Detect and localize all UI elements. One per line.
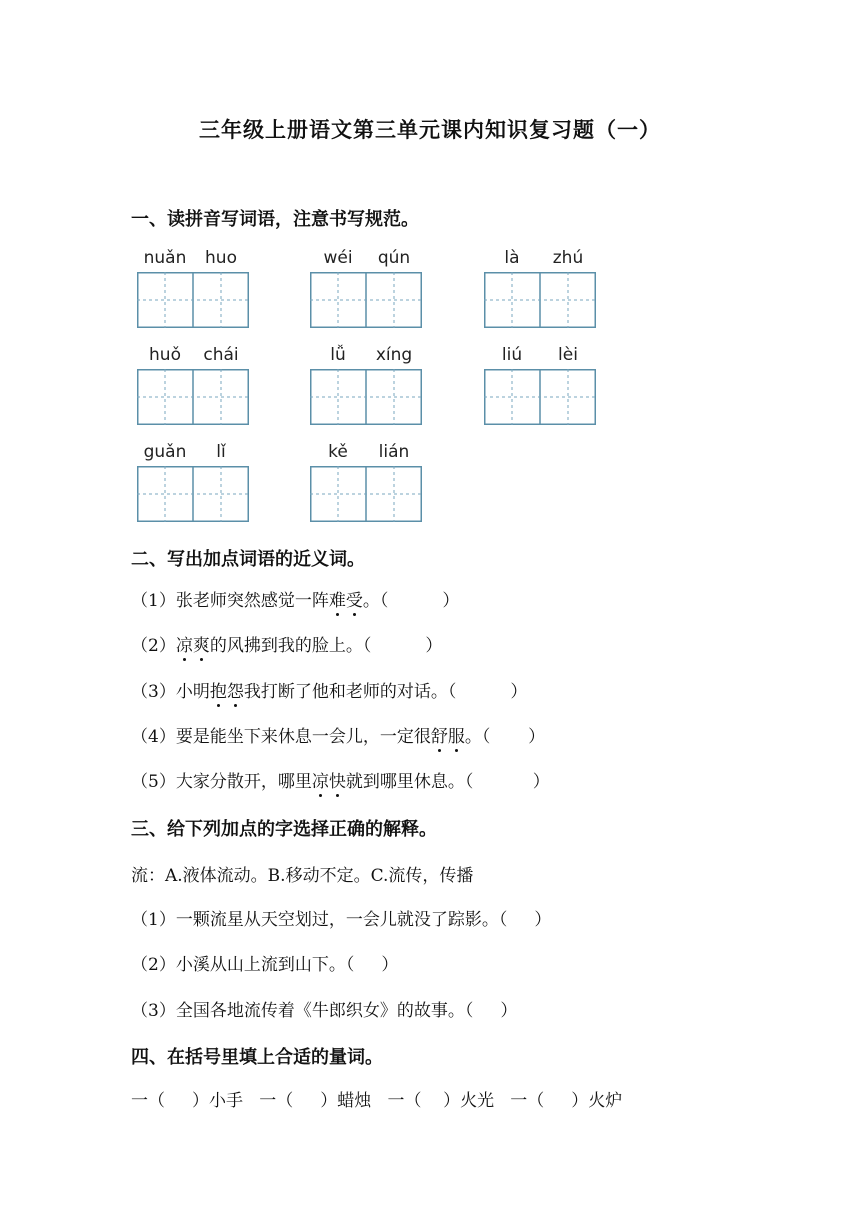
tianzige-writing-grid[interactable] <box>484 272 596 328</box>
answer-blank[interactable]: 的风拂到我的脸上。（ ） <box>209 636 443 656</box>
answer-blank[interactable]: 。（ ） <box>362 591 460 611</box>
tianzige-writing-grid[interactable] <box>484 369 596 425</box>
section-4-heading: 四、在括号里填上合适的量词。 <box>131 1047 383 1068</box>
pinyin-syllable: wéi <box>323 248 353 268</box>
emphasized-character: 舒 <box>431 722 448 747</box>
question-item <box>131 586 459 611</box>
pinyin-syllable: qún <box>377 248 411 268</box>
question-item: （3）全国各地流传着《牛郎织女》的故事。（ ） <box>131 1001 518 1021</box>
question-item <box>131 722 545 747</box>
answer-blank[interactable]: 我打断了他和老师的对话。（ ） <box>243 682 528 702</box>
emphasized-character: 爽 <box>193 631 210 656</box>
tianzige-writing-grid[interactable] <box>310 369 422 425</box>
answer-blank[interactable]: 。（ ） <box>464 727 546 747</box>
emphasized-character: 怨 <box>227 677 244 702</box>
emphasized-character: 受 <box>346 586 363 611</box>
pinyin-syllable: liú <box>501 345 523 365</box>
question-item: （2）小溪从山上流到山下。（ ） <box>131 955 399 975</box>
measure-word-line: 一（ ）小手 一（ ）蜡烛 一（ ）火光 一（ ）火炉 <box>131 1091 623 1111</box>
question-text: （1）张老师突然感觉一阵 <box>131 591 329 611</box>
section-3-heading: 三、给下列加点的字选择正确的解释。 <box>131 819 437 840</box>
emphasized-character: 凉 <box>312 767 329 792</box>
pinyin-syllable: xíng <box>375 345 413 365</box>
question-item: （1）一颗流星从天空划过，一会儿就没了踪影。（ ） <box>131 910 552 930</box>
tianzige-writing-grid[interactable] <box>310 272 422 328</box>
pinyin-syllable: chái <box>203 345 239 365</box>
emphasized-character: 抱 <box>210 677 227 702</box>
emphasized-character: 服 <box>448 722 465 747</box>
emphasized-character: 难 <box>329 586 346 611</box>
pinyin-syllable: zhú <box>552 248 584 268</box>
pinyin-syllable: lǚ <box>330 345 346 365</box>
question-text: （5）大家分散开，哪里 <box>131 772 312 792</box>
tianzige-writing-grid[interactable] <box>137 369 249 425</box>
pinyin-syllable: huǒ <box>149 345 181 365</box>
question-text: （4）要是能坐下来休息一会儿，一定很 <box>131 727 431 747</box>
pinyin-syllable: lián <box>378 442 410 462</box>
pinyin-syllable: lèi <box>558 345 578 365</box>
question-item <box>131 767 550 792</box>
tianzige-writing-grid[interactable] <box>137 272 249 328</box>
section-1-heading: 一、读拼音写词语，注意书写规范。 <box>131 209 419 230</box>
question-text: （2） <box>131 636 176 656</box>
definition-line: 流：A.液体流动。B.移动不定。C.流传，传播 <box>131 866 474 886</box>
pinyin-syllable: guǎn <box>143 442 187 462</box>
question-text: （3）小明 <box>131 682 210 702</box>
pinyin-syllable: nuǎn <box>143 248 187 268</box>
emphasized-character: 凉 <box>176 631 193 656</box>
answer-blank[interactable]: 就到哪里休息。（ ） <box>345 772 550 792</box>
pinyin-syllable: lǐ <box>216 442 226 462</box>
pinyin-syllable: kě <box>328 442 348 462</box>
question-item <box>131 631 442 656</box>
tianzige-writing-grid[interactable] <box>137 466 249 522</box>
section-2-heading: 二、写出加点词语的近义词。 <box>131 549 365 570</box>
page-title: 三年级上册语文第三单元课内知识复习题（一） <box>199 117 661 142</box>
emphasized-character: 快 <box>329 767 346 792</box>
tianzige-writing-grid[interactable] <box>310 466 422 522</box>
pinyin-syllable: là <box>504 248 520 268</box>
pinyin-syllable: huo <box>205 248 237 268</box>
question-item <box>131 677 527 702</box>
